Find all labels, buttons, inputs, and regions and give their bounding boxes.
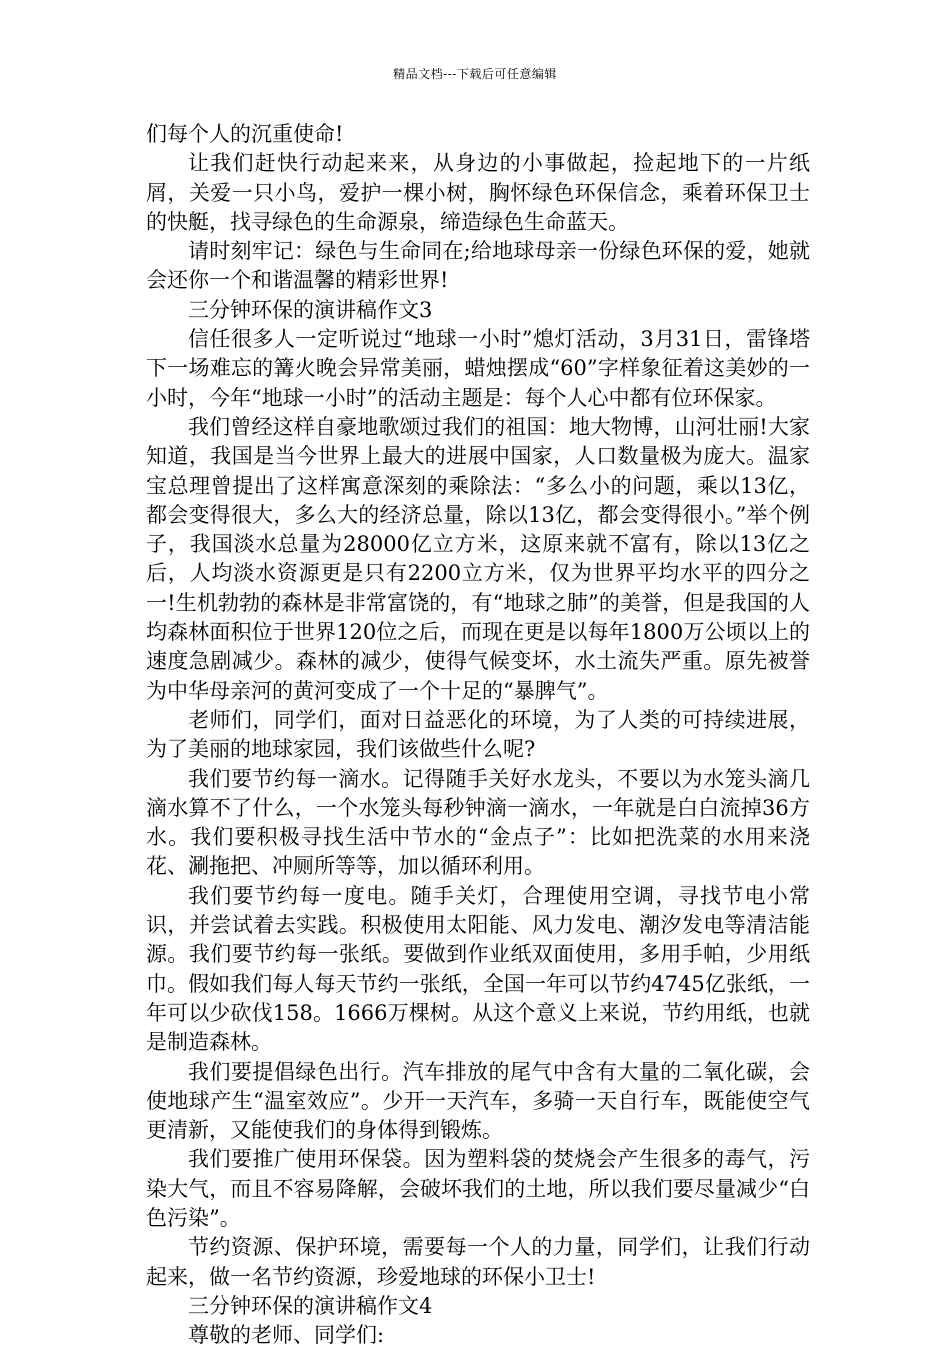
paragraph: 老师们，同学们，面对日益恶化的环境，为了人类的可持续进展，为了美丽的地球家园，我们该做些什么呢? bbox=[146, 707, 810, 762]
paragraph: 我们要提倡绿色出行。汽车排放的尾气中含有大量的二氧化碳，会使地球产生“温室效应”。少开一天汽车，多骑一天自行车，既能使空气更清新，又能使我们的身体得到锻炼。 bbox=[146, 1059, 810, 1143]
paragraph: 我们要推广使用环保袋。因为塑料袋的焚烧会产生很多的毒气，污染大气，而且不容易降解，会破坏我们的土地，所以我们要尽量减少“白色污染”。 bbox=[146, 1147, 810, 1230]
paragraph: 我们曾经这样自豪地歌颂过我们的祖国：地大物博，山河壮丽!大家知道，我国是当今世界上最大的进展中国家，人口数量极为庞大。温家宝总理曾提出了这样寓意深刻的乘除法：“多么小的问题，乘以13亿，都会变得很大，多么大的经济总量，除以13亿，都会变得很小。”举个例子，我国淡水总量为28000亿立方米，这原来就不富有，除以13亿之后，人均淡水资源更是只有2200立方米，仅为世界平均水平的四分之一!生机勃勃的森林是非常富饶的，有“地球之肺”的美誉，但是我国的人均森林面积位于世界120位之后，而现在更是以每年1800万公顷以上的速度急剧减少。森林的减少，使得气候变坏，水土流失严重。原先被誉为中华母亲河的黄河变成了一个十足的“暴脾气”。 bbox=[146, 414, 810, 703]
paragraph: 我们要节约每一度电。随手关灯，合理使用空调，寻找节电小常识，并尝试着去实践。积极使用太阳能、风力发电、潮汐发电等清洁能源。我们要节约每一张纸。要做到作业纸双面使用，多用手帕，少用纸巾。假如我们每人每天节约一张纸，全国一年可以节约4745亿张纸，一年可以少砍伐158。1666万棵树。从这个意义上来说，节约用纸，也就是制造森林。 bbox=[146, 883, 810, 1055]
paragraph: 节约资源、保护环境，需要每一个人的力量，同学们，让我们行动起来，做一名节约资源，珍爱地球的环保小卫士! bbox=[146, 1235, 810, 1289]
salutation: 尊敬的老师、同学们: bbox=[188, 1323, 385, 1348]
section-heading: 三分钟环保的演讲稿作文3 bbox=[188, 297, 433, 322]
page-header: 精品文档---下载后可任意编辑 bbox=[393, 67, 557, 81]
document-body bbox=[146, 120, 810, 1350]
paragraph: 信任很多人一定听说过“地球一小时”熄灯活动，3月31日，雷锋塔下一场难忘的篝火晚会异常美丽，蜡烛摆成“60”字样象征着这美妙的一小时，今年“地球一小时”的活动主题是：每个人心中都有位环保家。 bbox=[146, 327, 810, 410]
paragraph: 请时刻牢记：绿色与生命同在;给地球母亲一份绿色环保的爱，她就会还你一个和谐温馨的精彩世界! bbox=[146, 239, 810, 293]
paragraph: 让我们赶快行动起来来，从身边的小事做起，捡起地下的一片纸屑，关爱一只小鸟，爱护一棵小树，胸怀绿色环保信念，乘着环保卫士的快艇，找寻绿色的生命源泉，缔造绿色生命蓝天。 bbox=[146, 151, 810, 234]
paragraph: 我们要节约每一滴水。记得随手关好水龙头，不要以为水笼头滴几滴水算不了什么，一个水笼头每秒钟滴一滴水，一年就是白白流掉36方水。我们要积极寻找生活中节水的“金点子”：比如把洗菜的水用来浇花、涮拖把、冲厕所等等，加以循环利用。 bbox=[146, 766, 810, 879]
paragraph: 们每个人的沉重使命! bbox=[146, 122, 344, 146]
section-heading: 三分钟环保的演讲稿作文4 bbox=[188, 1293, 433, 1318]
